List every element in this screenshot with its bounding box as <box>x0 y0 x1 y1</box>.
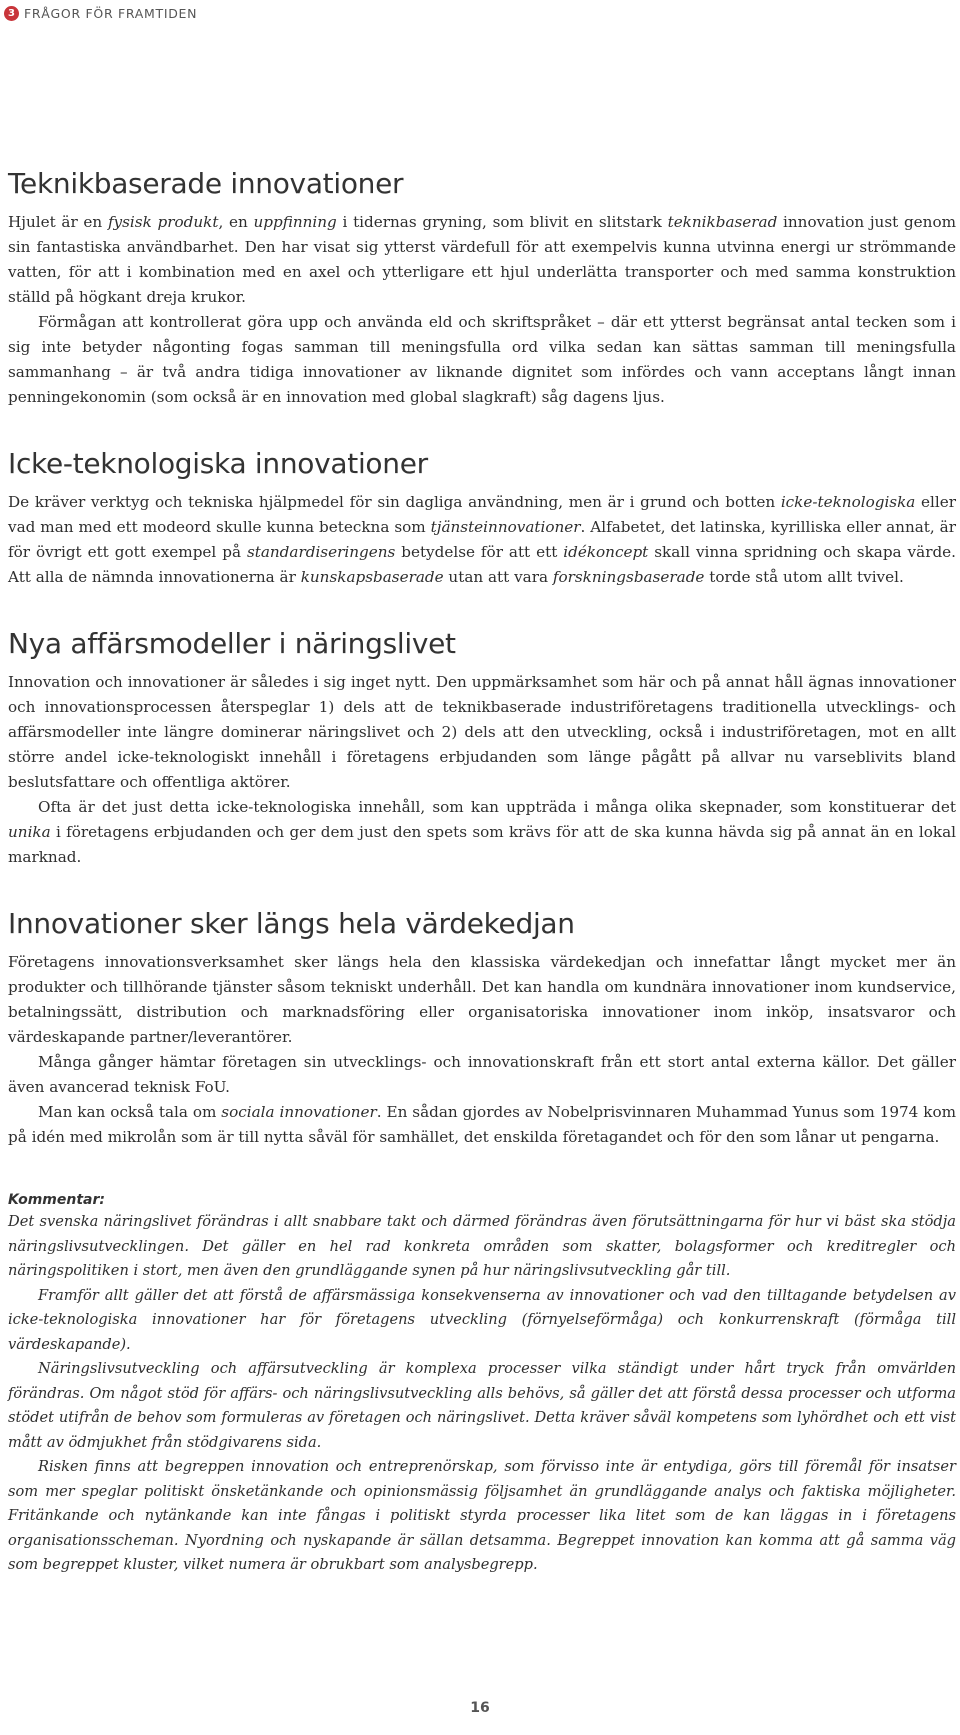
body-paragraph <box>8 310 956 410</box>
chapter-number-badge: 3 <box>4 6 19 21</box>
comment-paragraph: Risken finns att begreppen innovation och entreprenörskap, som förvisso inte är entydiga, görs till föremål för insatser som mer speglar politiskt önsketänkande och opinionsmässig följsamhet än grundläggande analys och faktiska möjligheter. Fritänkande och nytänkande kan inte fångas i politiskt styrda processer lika litet som de kan läggas in i företagens organisationsscheman. Nyordning och nyskapande är sällan detsamma. Begreppet innovation kan komma att gå samma väg som begreppet kluster, vilket numera är obrukbart som analysbegrepp. <box>8 1458 956 1573</box>
article-body <box>8 166 956 1578</box>
body-paragraph <box>8 1050 956 1100</box>
text-run: . Alfabetet, det latinska, kyrilliska eller annat, är för övrigt ett gott exempel på <box>8 518 956 561</box>
italic-term: tjänsteinnovationer <box>430 518 581 536</box>
text-run: eller vad man med ett modeord skulle kunna beteckna som <box>8 493 957 536</box>
text-run: torde stå utom allt tvivel. <box>704 568 904 586</box>
text-run: . En sådan gjordes av Nobelprisvinnaren Muhammad Yunus som 1974 kom på idén med mikrolån som är till nytta såväl för samhället, det enskilda företagandet och för den som lånar ut pengarna. <box>8 1103 956 1146</box>
italic-term: teknikbaserad <box>667 213 778 231</box>
text-run: i tidernas gryning, som blivit en slitstark <box>336 213 668 231</box>
text-run: Innovation och innovationer är således i sig inget nytt. Den uppmärksamhet som här och på annat håll ägnas innovationer och innovationsprocessen återspeglar 1) dels att de teknikbaserade industriföretagens traditionella utvecklings- och affärsmodeller inte längre dominerar näringslivet och 2) dels att den utveckling, också i industriföretagen, mot en allt större andel icke-teknologiskt innehåll i företagens erbjudanden som länge pågått på allvar nu varseblivits bland beslutsfattare och offentliga aktörer. <box>8 673 956 791</box>
italic-term: standardiseringens <box>246 543 396 561</box>
italic-term: fysisk produkt <box>107 213 219 231</box>
italic-term: forskningsbaserade <box>552 568 705 586</box>
text-run: i företagens erbjudanden och ger dem just den spets som krävs för att de ska kunna hävda sig på annat än en lokal marknad. <box>8 823 956 866</box>
text-run: Förmågan att kontrollerat göra upp och använda eld och skriftspråket – där ett ytterst begränsat antal tecken som i sig inte betyder någonting fogas samman till meningsfulla ord vilka sedan kan sättas samman till meningsfulla sammanhang – är två andra tidiga innovationer av liknande dignitet som infördes och vann acceptans långt innan penningekonomin (som också är en innovation med global slagkraft) såg dagens ljus. <box>8 313 956 406</box>
italic-term: uppfinning <box>253 213 337 231</box>
text-run: Företagens innovationsverksamhet sker längs hela den klassiska värdekedjan och innefattar långt mycket mer än produkter och tillhörande tjänster såsom tekniskt underhåll. Det kan handla om kundnära innovationer inom kundservice, betalningssätt, distribution och marknadsföring eller organisatoriska innovationer inom inköp, insatsvaror och värdeskapande partner/leverantörer. <box>8 953 956 1046</box>
body-paragraph <box>8 1100 956 1150</box>
chapter-title: FRÅGOR FÖR FRAMTIDEN <box>24 5 198 21</box>
text-run: De kräver verktyg och tekniska hjälpmedel för sin dagliga användning, men är i grund och botten <box>8 493 781 511</box>
italic-term: kunskapsbaserade <box>300 568 444 586</box>
text-run: Många gånger hämtar företagen sin utvecklings- och innovationskraft från ett stort antal externa källor. Det gäller även avancerad teknisk FoU. <box>8 1053 956 1096</box>
body-paragraph <box>8 950 956 1050</box>
comment-paragraph: Framför allt gäller det att förstå de affärsmässiga konsekvenserna av innovationer och vad den tilltagande betydelsen av icke-teknologiska innovationer har för företagens utveckling (förnyelseförmåga) och konkurrenskraft (förmåga till värdeskapande). <box>8 1286 956 1353</box>
body-paragraph <box>8 795 956 870</box>
italic-term: icke-teknologiska <box>780 493 916 511</box>
italic-term: unika <box>8 823 51 841</box>
comment-paragraphs <box>8 1210 956 1578</box>
text-run: , en <box>218 213 254 231</box>
comment-label: Kommentar: <box>8 1192 105 1208</box>
chapter-header <box>4 3 197 23</box>
comment-paragraph: Näringslivsutveckling och affärsutveckling är komplexa processer vilka ständigt under hårt tryck från omvärlden förändras. Om något stöd för affärs- och näringslivsutveckling alls behövs, så gäller det att förstå dessa processer och utforma stödet utifrån de behov som formuleras av företagen och näringslivet. Detta kräver såväl kompetens som lyhördhet och ett vist mått av ödmjukhet från stödgivarens sida. <box>8 1360 956 1451</box>
section-heading: Icke-teknologiska innovationer <box>8 447 428 480</box>
section-heading: Teknikbaserade innovationer <box>8 167 404 200</box>
text-run: Ofta är det just detta icke-teknologiska innehåll, som kan uppträda i många olika skepnader, som konstituerar det <box>38 798 956 816</box>
body-paragraph <box>8 210 956 310</box>
comment-paragraph: Det svenska näringslivet förändras i allt snabbare takt och därmed förändras även förutsättningarna för hur vi bäst ska stödja näringslivsutvecklingen. Det gäller en hel rad konkreta områden som skatter, bolagsformer och kreditregler och näringspolitiken i stort, men även den grundläggande synen på hur näringslivsutveckling går till. <box>8 1213 956 1279</box>
text-run: betydelse för att ett <box>395 543 564 561</box>
italic-term: idékoncept <box>563 543 649 561</box>
text-run: innovation just genom sin fantastiska användbarhet. Den har visat sig ytterst värdefull för att exempelvis kunna utvinna energi ur strömmande vatten, för att i kombination med en axel och ytterligare ett hjul underlätta transporter och med samma konstruktion ställd på högkant dreja krukor. <box>8 213 956 306</box>
sections-container <box>8 166 956 1150</box>
italic-term: sociala innovationer <box>221 1103 377 1121</box>
text-run: utan att vara <box>443 568 553 586</box>
body-paragraph <box>8 490 956 590</box>
comment-block <box>8 1190 956 1578</box>
text-run: skall vinna spridning och skapa värde. Att alla de nämnda innovationerna är <box>8 543 956 586</box>
body-paragraph <box>8 670 956 795</box>
text-run: Man kan också tala om <box>38 1103 222 1121</box>
text-run: Hjulet är en <box>8 213 108 231</box>
section-heading: Innovationer sker längs hela värdekedjan <box>8 907 575 940</box>
section-heading: Nya affärsmodeller i näringslivet <box>8 627 456 660</box>
page-number: 16 <box>470 1700 490 1716</box>
